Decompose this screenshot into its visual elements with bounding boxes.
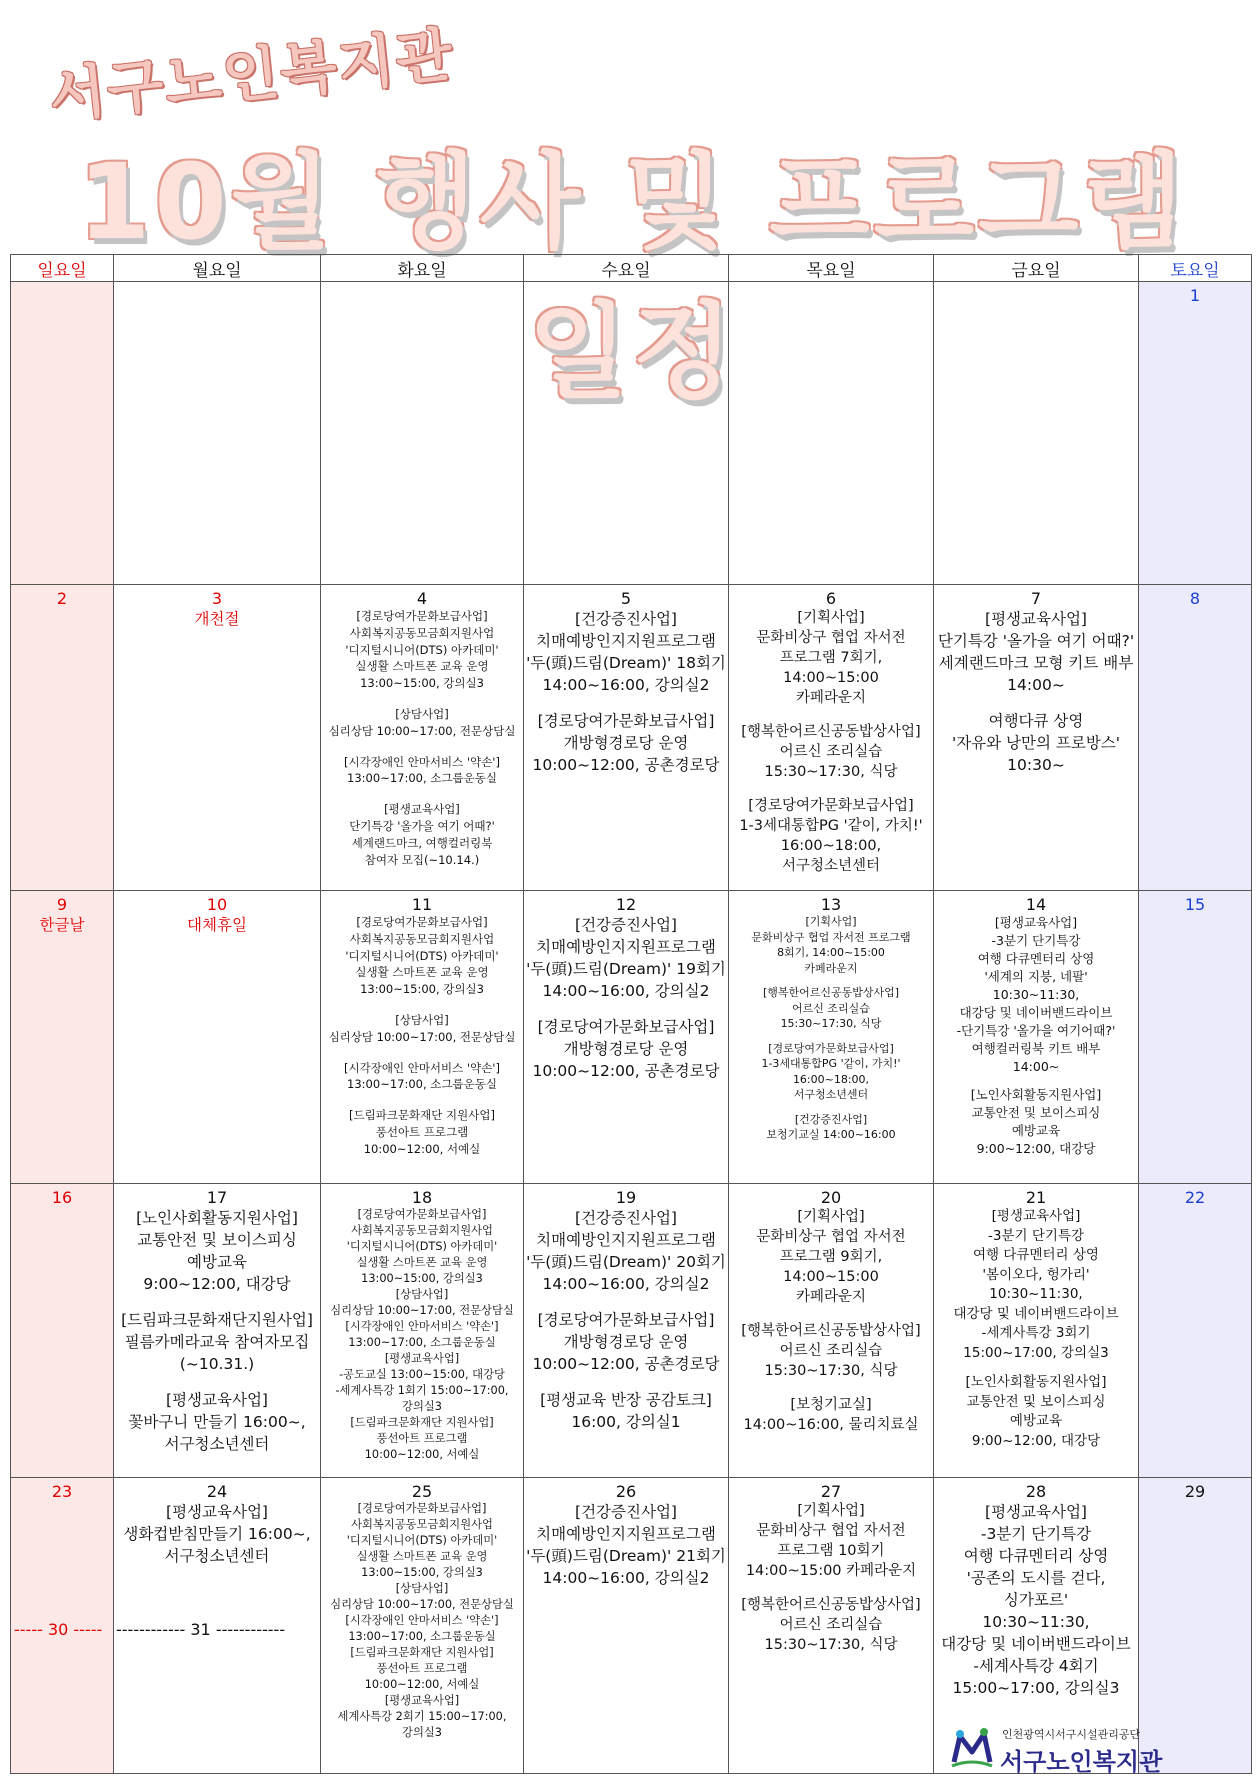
day-cell-18 xyxy=(321,1184,524,1478)
event-text: [건강증진사업] 치매예방인지지원프로그램 '두(頭)드림(Dream)' 20회기 14:00~16:00, 강의실2 xyxy=(526,1209,726,1293)
day-cell-empty xyxy=(729,282,934,585)
page-title: 10월 행사 및 프로그램 일정 xyxy=(77,141,1188,413)
calendar-table xyxy=(10,254,1252,1774)
day-number: 29 xyxy=(1184,1482,1206,1501)
day-cell-empty xyxy=(321,282,524,585)
day-number: 17 xyxy=(206,1188,228,1207)
day-cell-27 xyxy=(729,1478,934,1774)
day-cell-7 xyxy=(934,585,1139,891)
day-cell-10 xyxy=(114,891,321,1184)
day-cell-empty xyxy=(11,282,114,585)
event-text: [경로당여가문화보급사업] 개방형경로당 운영 10:00~12:00, 공촌경로당 xyxy=(532,712,720,774)
day-number: 10 xyxy=(206,895,228,914)
day-30-divider: ----- 30 ----- xyxy=(14,1620,103,1639)
day-cell-29 xyxy=(1139,1478,1252,1774)
day-cell-4 xyxy=(321,585,524,891)
day-cell-19 xyxy=(524,1184,729,1478)
weekday-wed: 수요일 xyxy=(524,255,729,282)
event-text: [경로당여가문화보급사업] 사회복지공동모금회지원사업 '디지털시니어(DTS) 아카데미' 실생활 스마트폰 교육 운영 13:00~15:00, 강의실3 [상담사업] 심리상담 10:00~17:00, 전문상담실 [시각장애인 안마서비스 '약손'] 13:00~17:00, 소그룹운동실 [평생교육사업] -공도교실 13:00~15:00, 대강당 -세계사특강 1회기 15:00~17:00, 강의실3 [드림파크문화재단 지원사업] 풍선아트 프로그램 10:00~12:00, 서예실 xyxy=(330,1208,514,1461)
day-number: 21 xyxy=(1025,1188,1047,1207)
holiday-label: 한글날 xyxy=(39,916,85,934)
event-text: [경로당여가문화보급사업] 사회복지공동모금회지원사업 '디지털시니어(DTS) 아카데미' 실생활 스마트폰 교육 운영 13:00~15:00, 강의실3 xyxy=(345,915,499,997)
day-number: 14 xyxy=(1025,895,1047,914)
event-text: [시각장애인 안마서비스 '약손'] 13:00~17:00, 소그룹운동실 xyxy=(344,754,500,786)
day-number: 28 xyxy=(1025,1482,1047,1501)
weekday-sat: 토요일 xyxy=(1139,255,1252,282)
day-number: 3 xyxy=(211,589,223,608)
day-cell-8 xyxy=(1139,585,1252,891)
event-text: [기획사업] 문화비상구 협업 자서전 프로그램 8회기, 14:00~15:00 카페라운지 xyxy=(751,915,911,975)
day-number: 8 xyxy=(1189,589,1201,608)
event-text: [드림파크문화재단 지원사업] 풍선아트 프로그램 10:00~12:00, 서예실 xyxy=(349,1108,495,1156)
org-logo-name: 서구노인복지관 xyxy=(1000,1748,1163,1776)
day-cell-9 xyxy=(11,891,114,1184)
event-text: [경로당여가문화보급사업] 1-3세대통합PG '같이, 가치!' 16:00~18:00, 서구청소년센터 xyxy=(739,798,923,874)
day-cell-1 xyxy=(1139,282,1252,585)
event-text: [노인사회활동지원사업] 교통안전 및 보이스피싱 예방교육 9:00~12:00, 대강당 xyxy=(136,1209,298,1293)
event-text: [기획사업] 문화비상구 협업 자서전 프로그램 7회기, 14:00~15:00 카페라운지 xyxy=(756,610,906,706)
day-cell-16 xyxy=(11,1184,114,1478)
event-text: [건강증진사업] 치매예방인지지원프로그램 '두(頭)드림(Dream)' 18회기 14:00~16:00, 강의실2 xyxy=(526,610,726,694)
day-number: 20 xyxy=(820,1188,842,1207)
event-text: [평생교육사업] -3분기 단기특강 여행 다큐멘터리 상영 '공존의 도시를 걷다, 싱가포르' 10:30~11:30, 대강당 및 네이버밴드라이브 -세계사특강 4회기 15:00~17:00, 강의실3 xyxy=(941,1503,1131,1697)
day-cell-25 xyxy=(321,1478,524,1774)
day-cell-22 xyxy=(1139,1184,1252,1478)
day-number: 27 xyxy=(820,1482,842,1501)
day-31-divider: ------------ 31 ------------ xyxy=(116,1620,286,1639)
week-row-2 xyxy=(11,585,1252,891)
event-text: [행복한어르신공동밥상사업] 어르신 조리실습 15:30~17:30, 식당 xyxy=(741,1323,921,1379)
weekday-sun: 일요일 xyxy=(11,255,114,282)
day-cell-empty xyxy=(524,282,729,585)
week-row-3 xyxy=(11,891,1252,1184)
day-cell-11 xyxy=(321,891,524,1184)
weekday-thu: 목요일 xyxy=(729,255,934,282)
event-text: [드림파크문화재단지원사업] 필름카메라교육 참여자모집 (~10.31.) xyxy=(121,1311,313,1373)
event-text: [경로당여가문화보급사업] 사회복지공동모금회지원사업 '디지털시니어(DTS) 아카데미' 실생활 스마트폰 교육 운영 13:00~15:00, 강의실3 [상담사업] 심리상담 10:00~17:00, 전문상담실 [시각장애인 안마서비스 '약손'] 13:00~17:00, 소그룹운동실 [드림파크문화재단 지원사업] 풍선아트 프로그램 10:00~12:00, 서예실 [평생교육사업] 세계사특강 2회기 15:00~17:00, 강의실3 xyxy=(330,1502,514,1739)
event-text: [평생교육사업] 생화컵받침만들기 16:00~, 서구청소년센터 xyxy=(123,1503,311,1565)
day-cell-20 xyxy=(729,1184,934,1478)
day-cell-26 xyxy=(524,1478,729,1774)
holiday-label: 개천절 xyxy=(194,610,240,628)
event-text: [평생교육사업] 단기특강 '올가을 여기 어때?' 세계랜드마크 모형 키트 배부 14:00~ xyxy=(937,610,1135,694)
event-text: [노인사회활동지원사업] 교통안전 및 보이스피싱 예방교육 9:00~12:00, 대강당 xyxy=(970,1087,1102,1156)
event-text: [기획사업] 문화비상구 협업 자서전 프로그램 9회기, 14:00~15:00 카페라운지 xyxy=(756,1209,906,1305)
event-text: 여행다큐 상영 '자유와 낭만의 프로방스' 10:30~ xyxy=(951,712,1121,774)
day-cell-14 xyxy=(934,891,1139,1184)
event-text: [평생교육사업] -3분기 단기특강 여행 다큐멘터리 상영 '봄이오다, 헝가리' 10:30~11:30, 대강당 및 네이버밴드라이브 -세계사특강 3회기 15:00~17:00, 강의실3 xyxy=(953,1208,1119,1361)
event-text: [평생교육 반장 공감토크] 16:00, 강의실1 xyxy=(540,1391,712,1431)
event-text: [보청기교실] 14:00~16:00, 물리치료실 xyxy=(743,1397,919,1433)
event-text: [노인사회활동지원사업] 교통안전 및 보이스피싱 예방교육 9:00~12:00, 대강당 xyxy=(965,1374,1107,1449)
event-text: [시각장애인 안마서비스 '약손'] 13:00~17:00, 소그룹운동실 xyxy=(344,1060,500,1092)
day-number: 4 xyxy=(416,589,428,608)
event-text: [경로당여가문화보급사업] 1-3세대통합PG '같이, 가치!' 16:00~18:00, 서구청소년센터 xyxy=(761,1041,901,1101)
event-text: [기획사업] 문화비상구 협업 자서전 프로그램 10회기 14:00~15:00 카페라운지 xyxy=(745,1503,917,1579)
event-text: [건강증진사업] 치매예방인지지원프로그램 '두(頭)드림(Dream)' 21회기 14:00~16:00, 강의실2 xyxy=(526,1503,726,1587)
event-text: [상담사업] 심리상담 10:00~17:00, 전문상담실 xyxy=(328,706,516,738)
day-cell-empty xyxy=(114,282,321,585)
event-text: [행복한어르신공동밥상사업] 어르신 조리실습 15:30~17:30, 식당 xyxy=(741,1597,921,1653)
event-text: [상담사업] 심리상담 10:00~17:00, 전문상담실 xyxy=(328,1012,516,1044)
event-text: [평생교육사업] 단기특강 '올가을 여기 어때?' 세계랜드마크, 여행컬러링북 참여자 모집(~10.14.) xyxy=(349,802,495,867)
day-cell-17 xyxy=(114,1184,321,1478)
event-text: [행복한어르신공동밥상사업] 어르신 조리실습 15:30~17:30, 식당 xyxy=(762,986,900,1030)
day-number: 26 xyxy=(615,1482,637,1501)
event-text: [평생교육사업] -3분기 단기특강 여행 다큐멘터리 상영 '세계의 지붕, 네팔' 10:30~11:30, 대강당 및 네이버밴드라이브 -단기특강 '올가을 여기어때?' 여행컬러링북 키트 배부 14:00~ xyxy=(956,915,1116,1074)
weekday-fri: 금요일 xyxy=(934,255,1139,282)
day-cell-5 xyxy=(524,585,729,891)
day-number: 24 xyxy=(206,1482,228,1501)
weekday-tue: 화요일 xyxy=(321,255,524,282)
event-text: [경로당여가문화보급사업] 개방형경로당 운영 10:00~12:00, 공촌경로당 xyxy=(532,1311,720,1373)
week-row-1 xyxy=(11,282,1252,585)
org-logo xyxy=(950,1722,1163,1776)
day-number: 12 xyxy=(615,895,637,914)
day-number: 18 xyxy=(411,1188,433,1207)
org-logo-subtitle: 인천광역시서구시설관리공단 xyxy=(1002,1728,1141,1741)
weekday-header-row xyxy=(11,255,1252,282)
day-number: 16 xyxy=(51,1188,73,1207)
event-text: [행복한어르신공동밥상사업] 어르신 조리실습 15:30~17:30, 식당 xyxy=(741,724,921,780)
day-cell-13 xyxy=(729,891,934,1184)
day-number: 1 xyxy=(1189,286,1201,305)
day-number: 11 xyxy=(411,895,433,914)
day-number: 25 xyxy=(411,1482,433,1501)
day-number: 6 xyxy=(825,589,837,608)
event-text: [경로당여가문화보급사업] 개방형경로당 운영 10:00~12:00, 공촌경로당 xyxy=(532,1018,720,1080)
day-number: 15 xyxy=(1184,895,1206,914)
day-cell-empty xyxy=(934,282,1139,585)
day-number: 9 xyxy=(56,895,68,914)
day-number: 5 xyxy=(620,589,632,608)
event-text: [경로당여가문화보급사업] 사회복지공동모금회지원사업 '디지털시니어(DTS) 아카데미' 실생활 스마트폰 교육 운영 13:00~15:00, 강의실3 xyxy=(345,609,499,691)
day-number: 13 xyxy=(820,895,842,914)
day-number: 23 xyxy=(51,1482,73,1501)
day-cell-21 xyxy=(934,1184,1139,1478)
org-title: 서구노인복지관 xyxy=(46,19,458,131)
holiday-label: 대체휴일 xyxy=(187,916,247,934)
day-cell-2 xyxy=(11,585,114,891)
day-cell-6 xyxy=(729,585,934,891)
event-text: [건강증진사업] 치매예방인지지원프로그램 '두(頭)드림(Dream)' 19회기 14:00~16:00, 강의실2 xyxy=(526,916,726,1000)
day-number: 19 xyxy=(615,1188,637,1207)
day-number: 7 xyxy=(1030,589,1042,608)
org-logo-icon xyxy=(950,1726,994,1770)
day-cell-3 xyxy=(114,585,321,891)
day-number: 22 xyxy=(1184,1188,1206,1207)
day-cell-12 xyxy=(524,891,729,1184)
event-text: [건강증진사업] 보청기교실 14:00~16:00 xyxy=(766,1112,896,1141)
day-number: 2 xyxy=(56,589,68,608)
week-row-4 xyxy=(11,1184,1252,1478)
event-text: [평생교육사업] 꽃바구니 만들기 16:00~, 서구청소년센터 xyxy=(128,1391,306,1453)
weekday-mon: 월요일 xyxy=(114,255,321,282)
day-cell-15 xyxy=(1139,891,1252,1184)
